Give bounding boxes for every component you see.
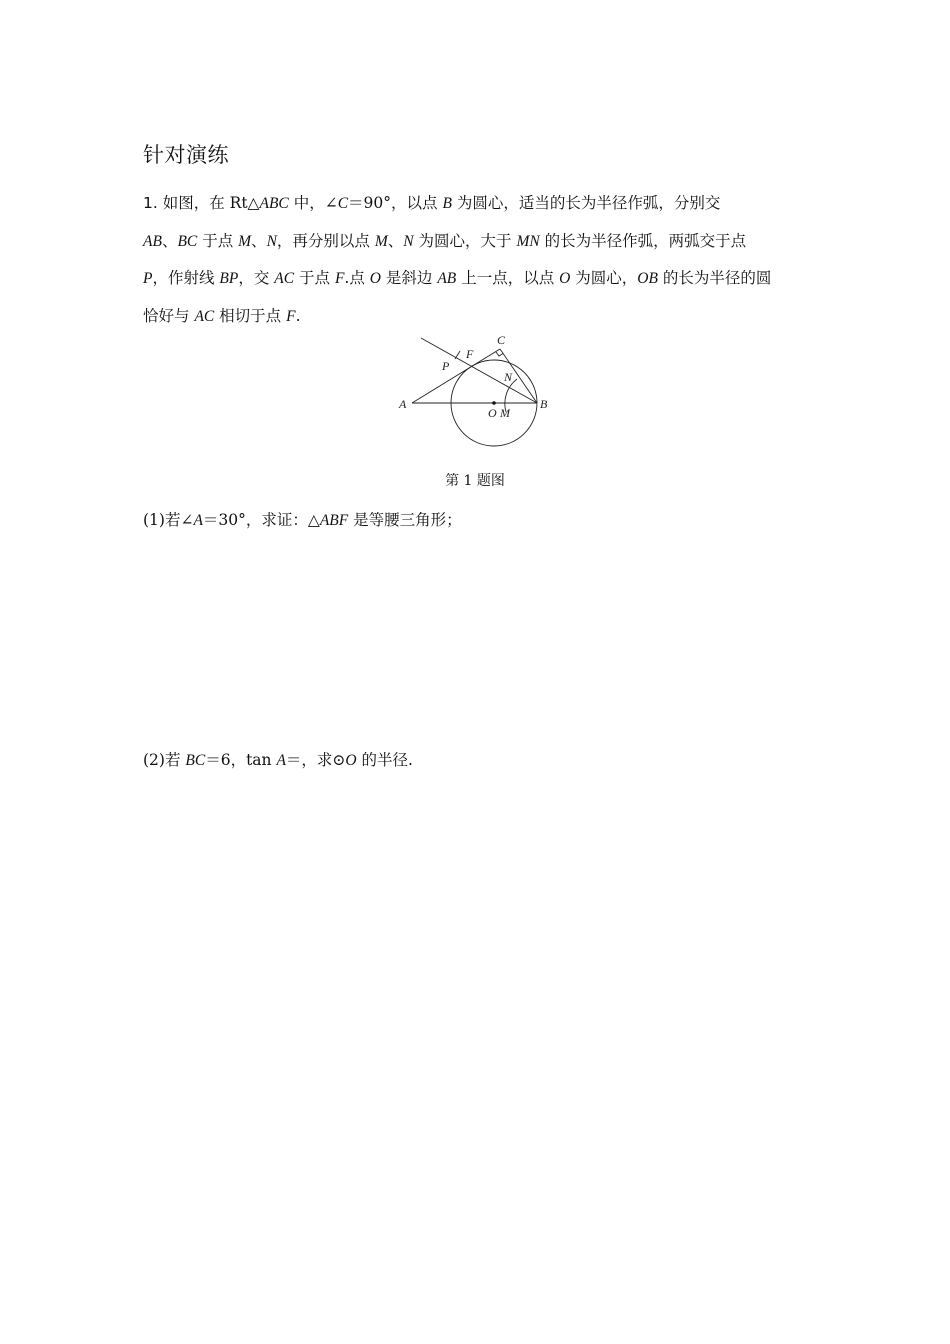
problem-line-text	[143, 232, 746, 250]
math-var: BC	[177, 232, 198, 250]
math-var: P	[143, 270, 153, 287]
sub-question-2	[143, 748, 413, 770]
label-n: N	[504, 370, 513, 384]
text-run: 的半径.	[356, 751, 413, 769]
text-run: 于点	[294, 269, 335, 287]
math-var: N	[403, 232, 414, 250]
text-run: 为圆心，	[570, 269, 638, 287]
text-run: (1)若∠	[143, 511, 194, 529]
text-run: ＝，求⊙	[285, 751, 346, 769]
math-var: N	[266, 232, 277, 250]
math-var: BP	[219, 270, 239, 287]
math-var: ABF	[319, 512, 349, 529]
arc-tick-p	[455, 351, 460, 359]
point-o	[492, 401, 496, 405]
sub-question-1	[143, 508, 462, 530]
math-var: M	[238, 232, 252, 250]
math-var: O	[369, 270, 381, 287]
text-run: 中，∠	[288, 194, 338, 212]
text-run: 、	[387, 231, 404, 250]
text-run: ，作射线	[152, 269, 220, 287]
problem-number: 1.	[143, 194, 158, 212]
problem-line	[143, 260, 808, 298]
math-var: AC	[194, 307, 215, 325]
math-var: M	[374, 232, 388, 250]
problem-line-text	[158, 194, 721, 212]
math-var: O	[345, 752, 357, 769]
problem-1	[143, 185, 808, 335]
math-var: ABC	[259, 195, 289, 212]
text-run: ＝90°，以点	[348, 194, 443, 212]
label-b: B	[540, 397, 548, 411]
text-run: 、	[251, 231, 267, 250]
math-var: AC	[274, 270, 295, 287]
figure-caption: 第 1 题图	[445, 473, 505, 489]
geometry-figure	[390, 325, 565, 455]
text-run: ＝30°，求证：△	[202, 511, 320, 529]
math-var: BC	[185, 752, 206, 769]
problem-line-text	[143, 269, 771, 287]
math-var: OB	[637, 270, 658, 287]
text-run: ，再分别以点	[276, 231, 375, 250]
label-f: F	[466, 347, 474, 361]
text-run: .	[295, 306, 301, 325]
text-run: .点	[344, 269, 370, 287]
text-run: 相切于点	[214, 306, 287, 325]
text-run: 上一点，以点	[456, 269, 560, 287]
label-a: A	[399, 397, 407, 411]
math-var: AB	[143, 232, 162, 250]
section-title: 针对演练	[143, 143, 229, 167]
text-run: 的长为半径的圆	[657, 269, 772, 287]
math-var: AB	[437, 270, 457, 287]
math-var: F	[334, 270, 345, 287]
text-run: 恰好与	[143, 306, 195, 325]
text-run: 是等腰三角形；	[348, 511, 462, 529]
math-var: C	[337, 195, 349, 212]
ray-bp	[421, 338, 537, 403]
text-run: 为圆心，适当的长为半径作弧，分别交	[451, 194, 721, 212]
text-run: 是斜边	[380, 269, 438, 287]
text-run: (2)若	[143, 751, 186, 769]
text-run: ＝6，tan	[205, 751, 277, 769]
text-run: 、	[161, 231, 178, 250]
math-var: A	[276, 752, 286, 769]
math-var: F	[286, 307, 296, 325]
problem-line	[143, 185, 808, 223]
text-run: 如图，在 Rt△	[157, 194, 260, 212]
label-p: P	[442, 359, 450, 373]
text-run: 于点	[197, 231, 239, 250]
text-run: ，交	[238, 269, 275, 287]
problem-line-text	[143, 307, 301, 325]
math-var: O	[559, 270, 571, 287]
label-o: O	[488, 406, 497, 420]
problem-line	[143, 223, 808, 261]
text-run: 为圆心，大于	[413, 231, 517, 250]
label-m: M	[500, 406, 510, 420]
text-run: 的长为半径作弧，两弧交于点	[539, 231, 747, 250]
math-var: A	[193, 512, 203, 529]
math-var: MN	[516, 232, 540, 250]
math-var: B	[442, 195, 452, 212]
label-c: C	[497, 333, 506, 347]
